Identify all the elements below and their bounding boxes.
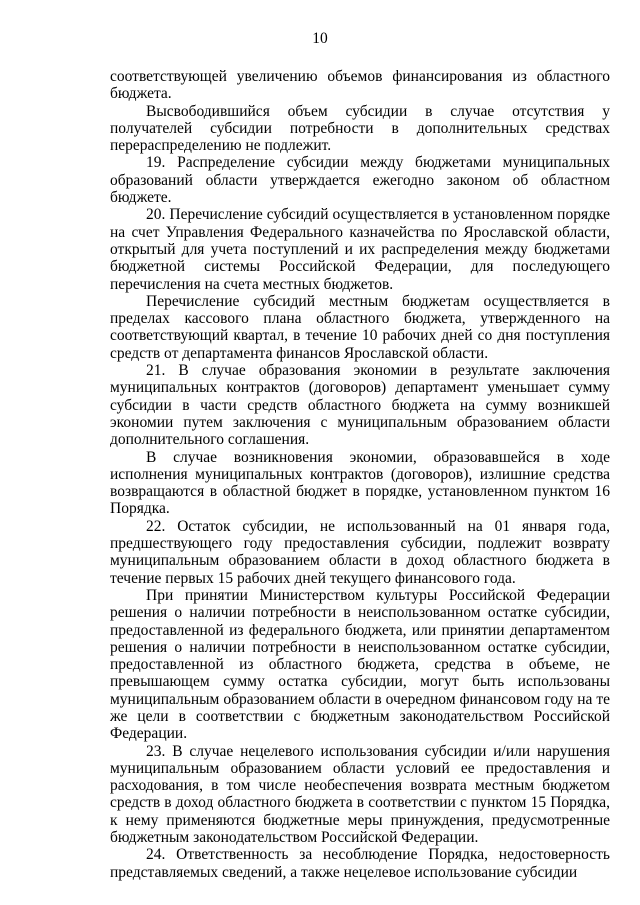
paragraph-20: 20. Перечисление субсидий осуществляется в установленном порядке на счет Управления Федерального казначейства по Ярославской области, открытый для учета поступлений и их распределения между бюджетами бюджетной системы Российской Федерации, для последующего перечисления на счета местных бюджетов. xyxy=(110,206,610,293)
paragraph: Высвободившийся объем субсидии в случае отсутствия у получателей субсидии потребности в дополнительных средствах перераспределению не подлежит. xyxy=(110,102,610,155)
paragraph: В случае возникновения экономии, образовавшейся в ходе исполнения муниципальных контрактов (договоров), излишние средства возвращаются в областной бюджет в порядке, установленном пунктом 16 Порядка. xyxy=(110,448,610,518)
paragraph-21: 21. В случае образования экономии в результате заключения муниципальных контрактов (договоров) департамент уменьшает сумму субсидии в части средств областного бюджета на сумму возникшей экономии путем заключения с муниципальным образованием области дополнительного соглашения. xyxy=(110,362,610,449)
paragraph-19: 19. Распределение субсидии между бюджетами муниципальных образований области утверждается ежегодно законом об областном бюджете. xyxy=(110,154,610,207)
paragraph-24: 24. Ответственность за несоблюдение Порядка, недостоверность представляемых сведений, а также нецелевое использование субсидии xyxy=(110,846,610,881)
paragraph-22: 22. Остаток субсидии, не использованный на 01 января года, предшествующего году предоставления субсидии, подлежит возврату муниципальным образованием области в доход областного бюджета в течение первых 15 рабочих дней текущего финансового года. xyxy=(110,517,610,587)
document-body xyxy=(110,68,610,881)
paragraph: Перечисление субсидий местным бюджетам осуществляется в пределах кассового плана областного бюджета, утвержденного на соответствующий квартал, в течение 10 рабочих дней со дня поступления средств от департамента финансов Ярославской области. xyxy=(110,292,610,362)
paragraph: При принятии Министерством культуры Российской Федерации решения о наличии потребности в неиспользованном остатке субсидии, предоставленной из федерального бюджета, или принятии департаментом решения о наличии потребности в неиспользованном остатке субсидии, предоставленной из областного бюджета, средства в объеме, не превышающем сумму остатка субсидии, могут быть использованы муниципальным образованием области в очередном финансовом году на те же цели в соответствии с бюджетным законодательством Российской Федерации. xyxy=(110,586,610,743)
paragraph-continued: соответствующей увеличению объемов финансирования из областного бюджета. xyxy=(110,68,610,103)
paragraph-23: 23. В случае нецелевого использования субсидии и/или нарушения муниципальным образованием области условий ее предоставления и расходования, в том числе необеспечения возврата местным бюджетом средств в доход областного бюджета в соответствии с пунктом 15 Порядка, к нему применяются бюджетные меры принуждения, предусмотренные бюджетным законодательством Российской Федерации. xyxy=(110,742,610,847)
page-number: 10 xyxy=(312,30,328,47)
